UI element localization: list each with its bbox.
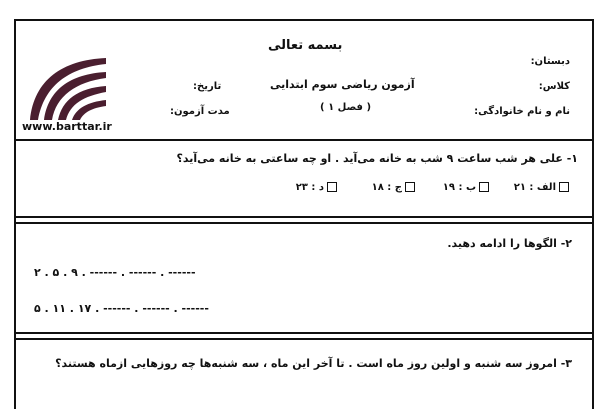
q1-option-b[interactable]: ب : ۱۹ [443, 182, 492, 193]
checkbox[interactable] [405, 182, 415, 192]
q1-option-c[interactable]: ج : ۱۸ [372, 182, 418, 193]
date-label: تاریخ: [193, 81, 222, 92]
section-divider [14, 338, 594, 340]
chapter-label: ( فصل ۱ ) [320, 102, 372, 113]
page-title: بسمه تعالی [268, 38, 343, 53]
duration-label: مدت آزمون: [170, 106, 230, 117]
school-label: دبستان: [530, 56, 570, 67]
question-3-text: ۳- امروز سه شنبه و اولین روز ماه است . تا آخر این ماه ، سه شنبه‌ها چه روزهایی ازماه هستند؟ [55, 357, 572, 370]
pattern-1: ۲ . ۵ . ۹ . ------ . ------ . ------ [34, 266, 196, 279]
barttar-logo [22, 50, 108, 126]
class-label: کلاس: [538, 81, 570, 92]
section-divider [14, 332, 594, 334]
header-divider [14, 139, 594, 141]
question-2-text: ۲- الگوها را ادامه دهید. [447, 237, 572, 250]
section-divider [14, 222, 594, 224]
checkbox[interactable] [479, 182, 489, 192]
q1-option-d[interactable]: د : ۲۳ [296, 182, 340, 193]
website-url: www.barttar.ir [22, 120, 112, 133]
exam-title: آزمون ریاضی سوم ابتدایی [270, 78, 415, 91]
q1-option-a[interactable]: الف : ۲۱ [514, 182, 572, 193]
section-divider [14, 216, 594, 218]
name-label: نام و نام خانوادگی: [474, 106, 570, 117]
pattern-2: ۵ . ۱۱ . ۱۷ . ------ . ------ . ------ [34, 302, 209, 315]
checkbox[interactable] [327, 182, 337, 192]
checkbox[interactable] [559, 182, 569, 192]
question-1-text: ۱- علی هر شب ساعت ۹ شب به خانه می‌آید . او چه ساعتی به خانه می‌آید؟ [176, 152, 578, 165]
